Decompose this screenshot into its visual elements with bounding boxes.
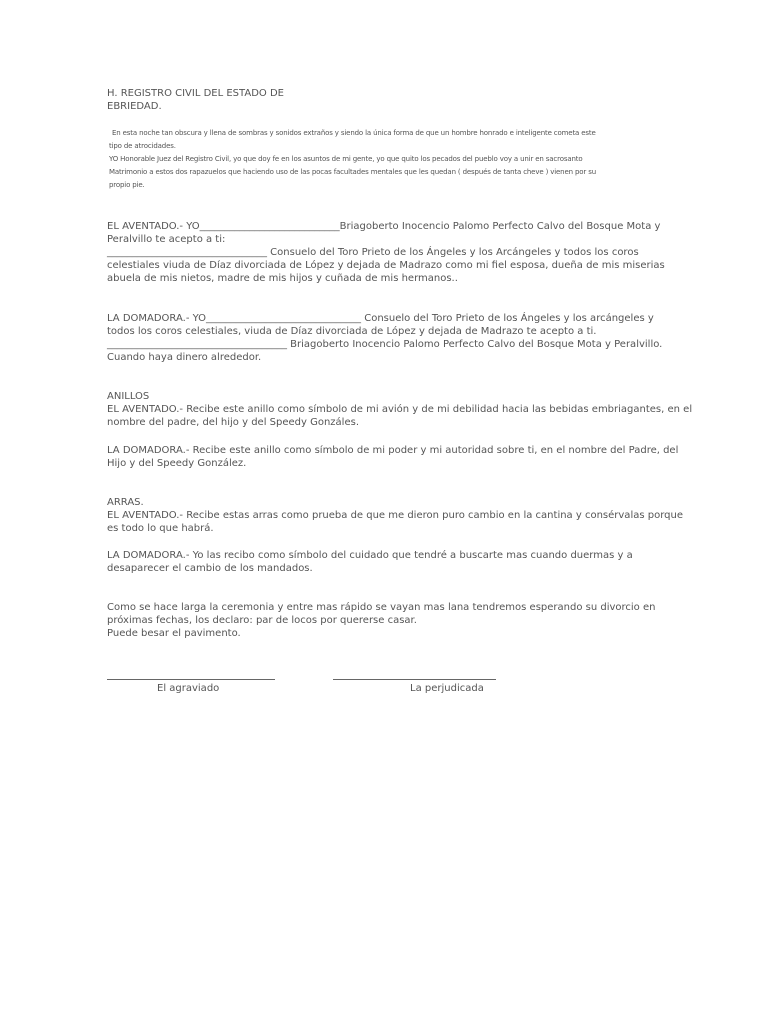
section-title: ANILLOS (107, 391, 150, 402)
header-line: H. REGISTRO CIVIL DEL ESTADO DE (107, 88, 284, 99)
closing-line: Puede besar el pavimento. (107, 628, 241, 639)
arras-line: desaparecer el cambio de los mandados. (107, 563, 313, 574)
intro-line: En esta noche tan obscura y llena de sombras y sonidos extraños y siendo la única forma de que un hombre honrado e inteligente cometa este (112, 129, 596, 137)
vow-line: celestiales viuda de Díaz divorciada de López y dejada de Madrazo como mi fiel esposa, dueña de mis miserias (107, 260, 665, 271)
intro-line: YO Honorable Juez del Registro Civil, yo que doy fe en los asuntos de mi gente, yo que quito los pecados del pueblo voy a unir en sacrosanto (109, 155, 583, 163)
anillos-section (107, 390, 692, 429)
vow-line: ____________________________________ Briagoberto Inocencio Palomo Perfecto Calvo del Bosque Mota y Peralvillo. (107, 339, 663, 350)
intro-line: Matrimonio a estos dos rapazuelos que haciendo uso de las pocas facultades mentales que les quedan ( después de tanta cheve ) vienen por su (109, 168, 596, 176)
domadora-vows (107, 312, 662, 364)
anillos-line: nombre del padre, del hijo y del Speedy Gonzáles. (107, 417, 359, 428)
closing-paragraph (107, 601, 655, 640)
header-line: EBRIEDAD. (107, 101, 162, 112)
arras-line: LA DOMADORA.- Yo las recibo como símbolo del cuidado que tendré a buscarte mas cuando duermas y a (107, 550, 633, 561)
aventado-vows (107, 220, 665, 285)
signature-line-left (107, 679, 275, 680)
vow-line: todos los coros celestiales, viuda de Díaz divorciada de López y dejada de Madrazo te acepto a ti. (107, 326, 597, 337)
intro-line: tipo de atrocidades. (109, 142, 176, 150)
arras-line: EL AVENTADO.- Recibe estas arras como prueba de que me dieron puro cambio en la cantina y consérvalas porque (107, 510, 683, 521)
vow-line: Cuando haya dinero alrededor. (107, 352, 262, 363)
signature-label-left: El agraviado (157, 683, 220, 694)
intro-paragraph (109, 127, 596, 192)
arras-line: es todo lo que habrá. (107, 523, 214, 534)
document-header (107, 87, 284, 113)
intro-line: propio pie. (109, 181, 145, 189)
anillos-domadora (107, 444, 678, 470)
arras-section (107, 496, 683, 535)
anillos-line: LA DOMADORA.- Recibe este anillo como símbolo de mi poder y mi autoridad sobre ti, en el nombre del Padre, del (107, 445, 679, 456)
vow-line: Peralvillo te acepto a ti: (107, 234, 226, 245)
anillos-line: Hijo y del Speedy González. (107, 458, 247, 469)
vow-line: LA DOMADORA.- YO_______________________________ Consuelo del Toro Prieto de los Ángeles y los arcángeles y (107, 313, 654, 324)
anillos-line: EL AVENTADO.- Recibe este anillo como símbolo de mi avión y de mi debilidad hacia las bebidas embriagantes, en el (107, 404, 693, 415)
signature-label-right: La perjudicada (410, 683, 484, 694)
vow-line: EL AVENTADO.- YO____________________________Briagoberto Inocencio Palomo Perfecto Calvo del Bosque Mota y (107, 221, 661, 232)
closing-line: próximas fechas, los declaro: par de locos por quererse casar. (107, 615, 417, 626)
arras-domadora (107, 549, 633, 575)
signature-line-right (333, 679, 496, 680)
closing-line: Como se hace larga la ceremonia y entre mas rápido se vayan mas lana tendremos esperando su divorcio en (107, 602, 656, 613)
section-title: ARRAS. (107, 497, 144, 508)
vow-line: ________________________________ Consuelo del Toro Prieto de los Ángeles y los Arcángeles y todos los coros (107, 247, 639, 258)
vow-line: abuela de mis nietos, madre de mis hijos y cuñada de mis hermanos.. (107, 273, 458, 284)
